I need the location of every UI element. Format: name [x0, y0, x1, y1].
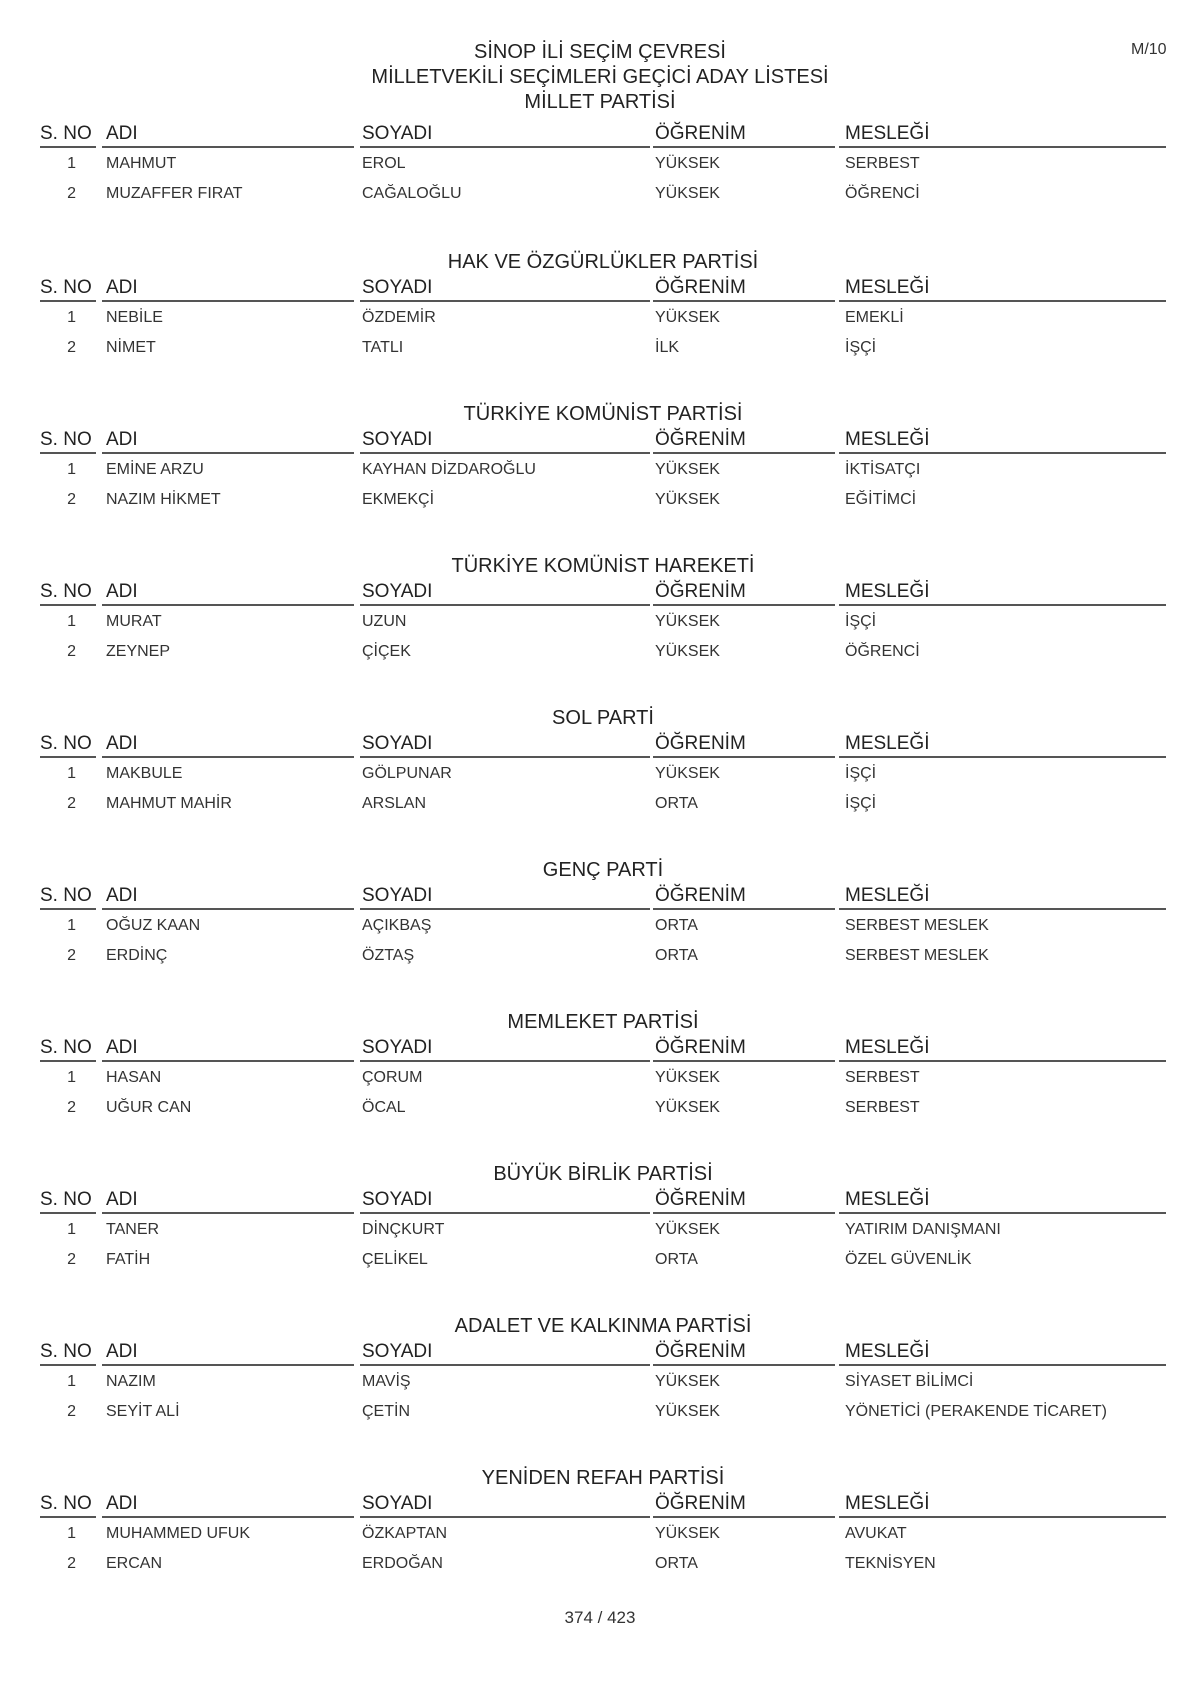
party-section	[40, 1010, 1166, 1162]
cell-meslegi: AVUKAT	[845, 1525, 907, 1542]
party-section	[40, 554, 1166, 706]
cell-sira-no: 2	[67, 1555, 76, 1572]
cell-soyadi: ÖCAL	[362, 1099, 406, 1116]
column-header-ogrenim: ÖĞRENİM	[655, 1037, 746, 1058]
cell-ogrenim: YÜKSEK	[655, 491, 720, 508]
header-underline	[102, 756, 354, 758]
cell-soyadi: ÖZKAPTAN	[362, 1525, 448, 1542]
column-header-meslegi: MESLEĞİ	[845, 429, 930, 450]
column-header-soyadi: SOYADI	[362, 1037, 433, 1058]
cell-soyadi: EROL	[362, 155, 406, 172]
column-header-adi: ADI	[106, 123, 138, 144]
party-title: BÜYÜK BİRLİK PARTİSİ	[493, 1163, 713, 1185]
cell-sira-no: 1	[67, 155, 76, 172]
cell-meslegi: EMEKLİ	[845, 309, 904, 326]
cell-soyadi: DİNÇKURT	[362, 1221, 445, 1238]
cell-sira-no: 2	[67, 643, 76, 660]
column-header-soyadi: SOYADI	[362, 885, 433, 906]
candidate-row	[40, 1400, 1166, 1424]
header-underline	[40, 146, 96, 148]
candidate-row	[40, 1370, 1166, 1394]
cell-meslegi: YÖNETİCİ (PERAKENDE TİCARET)	[845, 1403, 1107, 1420]
candidate-row	[40, 458, 1166, 482]
cell-soyadi: KAYHAN DİZDAROĞLU	[362, 461, 536, 478]
cell-meslegi: İŞÇİ	[845, 795, 877, 812]
column-header-ogrenim: ÖĞRENİM	[655, 1341, 746, 1362]
page-code: M/10	[1131, 41, 1167, 58]
cell-sira-no: 2	[67, 1403, 76, 1420]
cell-ogrenim: ORTA	[655, 917, 698, 934]
cell-sira-no: 1	[67, 309, 76, 326]
cell-meslegi: ÖĞRENCİ	[845, 185, 920, 202]
header-underline	[360, 1060, 650, 1062]
cell-adi: MAHMUT	[106, 155, 177, 172]
header-underline	[40, 1364, 96, 1366]
cell-soyadi: GÖLPUNAR	[362, 765, 452, 782]
column-header-soyadi: SOYADI	[362, 1189, 433, 1210]
cell-ogrenim: YÜKSEK	[655, 1221, 720, 1238]
header-underline	[839, 908, 1166, 910]
header-underline	[40, 908, 96, 910]
column-header-sira-no: S. NO	[40, 581, 92, 602]
cell-adi: MUZAFFER FIRAT	[106, 185, 243, 202]
party-title: TÜRKİYE KOMÜNİST HAREKETİ	[451, 555, 755, 577]
cell-soyadi: AÇIKBAŞ	[362, 917, 432, 934]
cell-sira-no: 2	[67, 795, 76, 812]
cell-meslegi: İŞÇİ	[845, 613, 877, 630]
column-header-adi: ADI	[106, 581, 138, 602]
candidate-row	[40, 610, 1166, 634]
party-title: TÜRKİYE KOMÜNİST PARTİSİ	[463, 403, 743, 425]
constituency-title: SİNOP İLİ SEÇİM ÇEVRESİ	[474, 41, 726, 63]
header-underline	[653, 1364, 835, 1366]
candidate-row	[40, 1552, 1166, 1576]
cell-soyadi: CAĞALOĞLU	[362, 185, 462, 202]
cell-ogrenim: YÜKSEK	[655, 1403, 720, 1420]
cell-sira-no: 1	[67, 1221, 76, 1238]
cell-ogrenim: YÜKSEK	[655, 1525, 720, 1542]
column-header-adi: ADI	[106, 1493, 138, 1514]
cell-adi: MURAT	[106, 613, 162, 630]
cell-adi: HASAN	[106, 1069, 162, 1086]
header-underline	[653, 146, 835, 148]
candidate-row	[40, 488, 1166, 512]
column-header-meslegi: MESLEĞİ	[845, 277, 930, 298]
cell-adi: ERDİNÇ	[106, 947, 168, 964]
header-underline	[360, 452, 650, 454]
cell-meslegi: ÖĞRENCİ	[845, 643, 920, 660]
cell-sira-no: 2	[67, 1251, 76, 1268]
candidate-row	[40, 1248, 1166, 1272]
header-underline	[360, 146, 650, 148]
cell-adi: ZEYNEP	[106, 643, 171, 660]
header-underline	[40, 1060, 96, 1062]
header-underline	[40, 1212, 96, 1214]
party-section	[40, 402, 1166, 554]
cell-adi: TANER	[106, 1221, 160, 1238]
party-section	[40, 706, 1166, 858]
cell-adi: FATİH	[106, 1251, 151, 1268]
cell-soyadi: TATLI	[362, 339, 404, 356]
header-underline	[102, 908, 354, 910]
header-underline	[360, 756, 650, 758]
cell-ogrenim: ORTA	[655, 947, 698, 964]
header-underline	[40, 300, 96, 302]
cell-soyadi: ÖZTAŞ	[362, 947, 415, 964]
cell-soyadi: ÇELİKEL	[362, 1251, 428, 1268]
column-header-meslegi: MESLEĞİ	[845, 123, 930, 144]
cell-ogrenim: YÜKSEK	[655, 613, 720, 630]
column-header-adi: ADI	[106, 429, 138, 450]
cell-ogrenim: YÜKSEK	[655, 1373, 720, 1390]
column-header-adi: ADI	[106, 885, 138, 906]
cell-meslegi: SERBEST	[845, 1099, 920, 1116]
header-underline	[40, 1516, 96, 1518]
header-underline	[839, 1212, 1166, 1214]
column-header-meslegi: MESLEĞİ	[845, 581, 930, 602]
header-underline	[102, 1364, 354, 1366]
cell-meslegi: TEKNİSYEN	[845, 1555, 936, 1572]
column-header-soyadi: SOYADI	[362, 1493, 433, 1514]
column-header-adi: ADI	[106, 1189, 138, 1210]
cell-adi: MAKBULE	[106, 765, 183, 782]
column-header-sira-no: S. NO	[40, 277, 92, 298]
column-header-soyadi: SOYADI	[362, 1341, 433, 1362]
header-underline	[360, 604, 650, 606]
cell-ogrenim: YÜKSEK	[655, 309, 720, 326]
cell-ogrenim: ORTA	[655, 1555, 698, 1572]
cell-sira-no: 2	[67, 491, 76, 508]
header-underline	[839, 300, 1166, 302]
column-header-meslegi: MESLEĞİ	[845, 733, 930, 754]
candidate-row	[40, 792, 1166, 816]
header-underline	[102, 452, 354, 454]
column-header-meslegi: MESLEĞİ	[845, 1341, 930, 1362]
column-header-ogrenim: ÖĞRENİM	[655, 123, 746, 144]
cell-soyadi: ÇETİN	[362, 1403, 410, 1420]
party-title: MEMLEKET PARTİSİ	[507, 1011, 699, 1033]
column-header-soyadi: SOYADI	[362, 277, 433, 298]
column-header-row	[40, 122, 1166, 146]
column-header-ogrenim: ÖĞRENİM	[655, 885, 746, 906]
cell-adi: NAZIM HİKMET	[106, 491, 221, 508]
cell-ogrenim: ORTA	[655, 1251, 698, 1268]
header-underline	[839, 1060, 1166, 1062]
candidate-row	[40, 152, 1166, 176]
column-header-sira-no: S. NO	[40, 1493, 92, 1514]
cell-adi: OĞUZ KAAN	[106, 917, 201, 934]
cell-sira-no: 2	[67, 185, 76, 202]
cell-meslegi: İŞÇİ	[845, 765, 877, 782]
cell-adi: MUHAMMED UFUK	[106, 1525, 250, 1542]
column-header-sira-no: S. NO	[40, 733, 92, 754]
header-underline	[653, 300, 835, 302]
header-underline	[653, 756, 835, 758]
header-underline	[40, 452, 96, 454]
header-underline	[360, 1516, 650, 1518]
party-title: HAK VE ÖZGÜRLÜKLER PARTİSİ	[447, 251, 759, 273]
cell-soyadi: EKMEKÇİ	[362, 491, 435, 508]
candidate-row	[40, 1066, 1166, 1090]
cell-meslegi: YATIRIM DANIŞMANI	[845, 1221, 1001, 1238]
candidate-row	[40, 640, 1166, 664]
column-header-soyadi: SOYADI	[362, 429, 433, 450]
cell-soyadi: ÖZDEMİR	[362, 309, 436, 326]
column-header-soyadi: SOYADI	[362, 733, 433, 754]
party-title: MİLLET PARTİSİ	[524, 91, 676, 113]
column-header-ogrenim: ÖĞRENİM	[655, 581, 746, 602]
cell-meslegi: İKTİSATÇI	[845, 461, 921, 478]
header-underline	[839, 146, 1166, 148]
column-header-row	[40, 884, 1166, 908]
column-header-sira-no: S. NO	[40, 429, 92, 450]
header-underline	[40, 604, 96, 606]
header-underline	[102, 146, 354, 148]
column-header-adi: ADI	[106, 733, 138, 754]
column-header-ogrenim: ÖĞRENİM	[655, 277, 746, 298]
cell-sira-no: 1	[67, 917, 76, 934]
cell-sira-no: 2	[67, 947, 76, 964]
cell-soyadi: UZUN	[362, 613, 407, 630]
cell-meslegi: ÖZEL GÜVENLİK	[845, 1251, 972, 1268]
page-number: 374 / 423	[564, 1608, 636, 1627]
header-underline	[360, 908, 650, 910]
header-underline	[653, 908, 835, 910]
party-sections	[40, 98, 1166, 1618]
cell-sira-no: 1	[67, 765, 76, 782]
header-underline	[102, 604, 354, 606]
party-section	[40, 1466, 1166, 1618]
column-header-meslegi: MESLEĞİ	[845, 885, 930, 906]
header-underline	[40, 756, 96, 758]
header-underline	[839, 1364, 1166, 1366]
party-section	[40, 1314, 1166, 1466]
column-header-row	[40, 1036, 1166, 1060]
header-underline	[102, 300, 354, 302]
cell-sira-no: 1	[67, 613, 76, 630]
column-header-row	[40, 1340, 1166, 1364]
column-header-row	[40, 428, 1166, 452]
party-section	[40, 250, 1166, 402]
party-section	[40, 1162, 1166, 1314]
cell-meslegi: SİYASET BİLİMCİ	[845, 1373, 974, 1390]
candidate-row	[40, 336, 1166, 360]
column-header-row	[40, 580, 1166, 604]
column-header-ogrenim: ÖĞRENİM	[655, 1493, 746, 1514]
cell-meslegi: SERBEST	[845, 155, 920, 172]
column-header-adi: ADI	[106, 277, 138, 298]
header-underline	[360, 1212, 650, 1214]
cell-sira-no: 1	[67, 1525, 76, 1542]
candidate-row	[40, 1218, 1166, 1242]
column-header-meslegi: MESLEĞİ	[845, 1493, 930, 1514]
column-header-sira-no: S. NO	[40, 123, 92, 144]
cell-sira-no: 2	[67, 339, 76, 356]
header-underline	[102, 1212, 354, 1214]
cell-ogrenim: ORTA	[655, 795, 698, 812]
cell-ogrenim: İLK	[655, 339, 680, 356]
column-header-row	[40, 1188, 1166, 1212]
cell-ogrenim: YÜKSEK	[655, 185, 720, 202]
cell-adi: UĞUR CAN	[106, 1099, 192, 1116]
column-header-sira-no: S. NO	[40, 885, 92, 906]
header-underline	[102, 1060, 354, 1062]
cell-adi: SEYİT ALİ	[106, 1403, 180, 1420]
column-header-ogrenim: ÖĞRENİM	[655, 1189, 746, 1210]
header-underline	[653, 1516, 835, 1518]
cell-ogrenim: YÜKSEK	[655, 1099, 720, 1116]
cell-ogrenim: YÜKSEK	[655, 461, 720, 478]
party-title: ADALET VE KALKINMA PARTİSİ	[454, 1315, 752, 1337]
cell-meslegi: EĞİTİMCİ	[845, 491, 917, 508]
column-header-adi: ADI	[106, 1341, 138, 1362]
cell-adi: ERCAN	[106, 1555, 163, 1572]
cell-soyadi: ÇORUM	[362, 1069, 423, 1086]
party-title: GENÇ PARTİ	[542, 859, 664, 881]
column-header-sira-no: S. NO	[40, 1037, 92, 1058]
header-underline	[653, 1212, 835, 1214]
cell-meslegi: SERBEST MESLEK	[845, 947, 989, 964]
cell-sira-no: 1	[67, 461, 76, 478]
cell-sira-no: 1	[67, 1373, 76, 1390]
candidate-row	[40, 762, 1166, 786]
candidate-row	[40, 944, 1166, 968]
candidate-row	[40, 1096, 1166, 1120]
candidate-row	[40, 182, 1166, 206]
column-header-soyadi: SOYADI	[362, 581, 433, 602]
candidate-row	[40, 1522, 1166, 1546]
cell-soyadi: ERDOĞAN	[362, 1555, 443, 1572]
cell-adi: NEBİLE	[106, 309, 163, 326]
column-header-adi: ADI	[106, 1037, 138, 1058]
cell-adi: MAHMUT MAHİR	[106, 795, 232, 812]
party-section	[40, 858, 1166, 1010]
cell-soyadi: MAVİŞ	[362, 1373, 411, 1390]
cell-ogrenim: YÜKSEK	[655, 155, 720, 172]
header-underline	[102, 1516, 354, 1518]
column-header-ogrenim: ÖĞRENİM	[655, 733, 746, 754]
column-header-ogrenim: ÖĞRENİM	[655, 429, 746, 450]
candidate-row	[40, 306, 1166, 330]
header-underline	[653, 604, 835, 606]
header-underline	[653, 1060, 835, 1062]
cell-adi: NAZIM	[106, 1373, 156, 1390]
header-underline	[839, 604, 1166, 606]
cell-adi: NİMET	[106, 339, 156, 356]
header-underline	[360, 300, 650, 302]
cell-meslegi: SERBEST MESLEK	[845, 917, 989, 934]
cell-meslegi: İŞÇİ	[845, 339, 877, 356]
cell-soyadi: ARSLAN	[362, 795, 427, 812]
column-header-row	[40, 732, 1166, 756]
party-section	[40, 98, 1166, 250]
header-underline	[653, 452, 835, 454]
party-title: YENİDEN REFAH PARTİSİ	[481, 1467, 725, 1489]
candidate-row	[40, 914, 1166, 938]
party-title: SOL PARTİ	[552, 707, 654, 729]
column-header-sira-no: S. NO	[40, 1341, 92, 1362]
header-underline	[839, 756, 1166, 758]
column-header-meslegi: MESLEĞİ	[845, 1037, 930, 1058]
cell-ogrenim: YÜKSEK	[655, 1069, 720, 1086]
header-underline	[839, 452, 1166, 454]
cell-ogrenim: YÜKSEK	[655, 765, 720, 782]
column-header-meslegi: MESLEĞİ	[845, 1189, 930, 1210]
cell-soyadi: ÇİÇEK	[362, 643, 411, 660]
cell-adi: EMİNE ARZU	[106, 461, 204, 478]
column-header-row	[40, 1492, 1166, 1516]
list-title: MİLLETVEKİLİ SEÇİMLERİ GEÇİCİ ADAY LİSTESİ	[371, 66, 829, 88]
cell-sira-no: 2	[67, 1099, 76, 1116]
column-header-sira-no: S. NO	[40, 1189, 92, 1210]
column-header-soyadi: SOYADI	[362, 123, 433, 144]
cell-meslegi: SERBEST	[845, 1069, 920, 1086]
header-underline	[360, 1364, 650, 1366]
column-header-row	[40, 276, 1166, 300]
header-underline	[839, 1516, 1166, 1518]
cell-sira-no: 1	[67, 1069, 76, 1086]
cell-ogrenim: YÜKSEK	[655, 643, 720, 660]
